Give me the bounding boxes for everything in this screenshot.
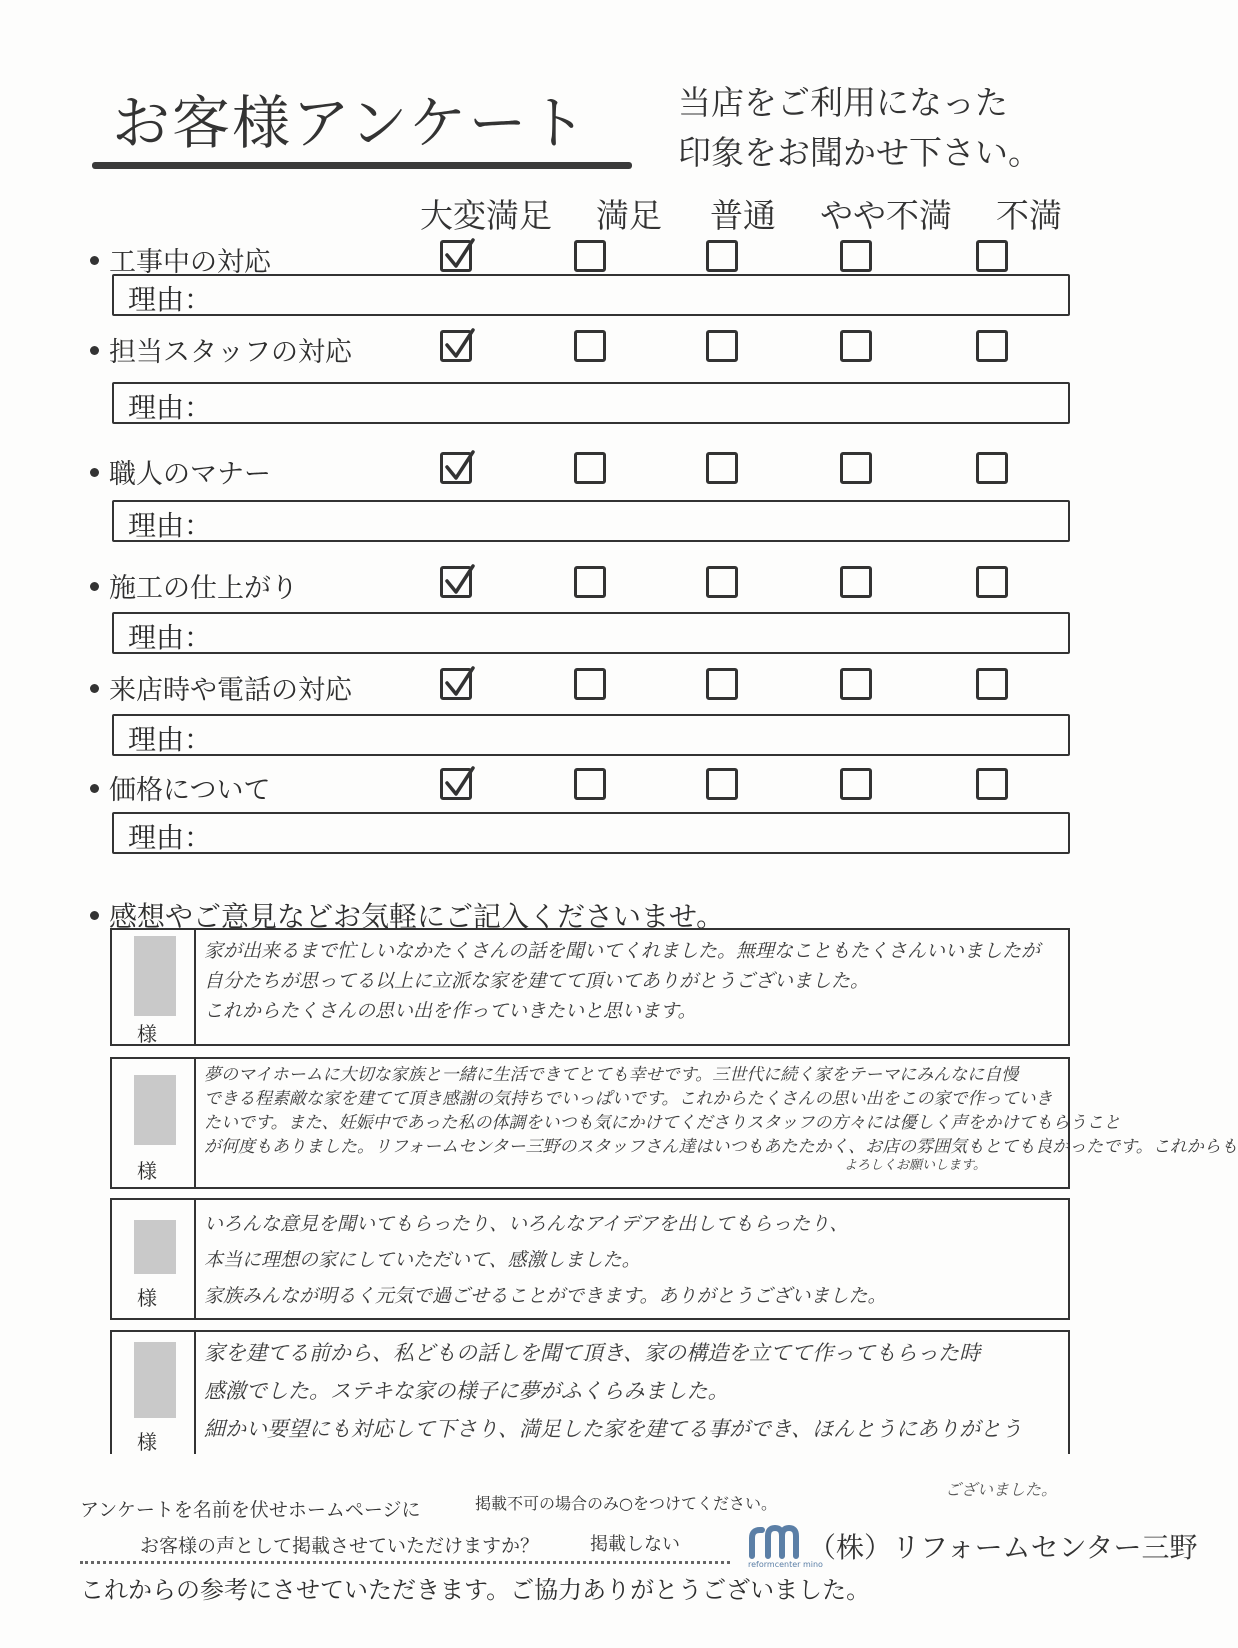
comment-trailing-text: ございました。	[945, 1480, 1058, 1499]
checkmark-icon	[443, 565, 475, 599]
rating-checkbox[interactable]	[706, 240, 738, 272]
rating-checkbox-checked[interactable]	[440, 330, 472, 362]
rating-checkbox-checked[interactable]	[440, 566, 472, 598]
permission-note: 掲載不可の場合のみ○をつけてください。	[475, 1494, 777, 1513]
bullet-icon	[90, 346, 99, 355]
rating-checkbox[interactable]	[574, 668, 606, 700]
reason-label: 理由：	[128, 621, 213, 654]
rating-label-dissatisfied: 不満	[996, 196, 1062, 235]
redacted-name	[134, 1220, 176, 1274]
rating-checkbox[interactable]	[706, 768, 738, 800]
rating-checkbox-checked[interactable]	[440, 668, 472, 700]
question-label: 担当スタッフの対応	[90, 330, 352, 369]
checkmark-icon	[443, 239, 475, 273]
bullet-icon	[90, 256, 99, 265]
comment-box-2	[110, 1057, 1238, 1189]
not-publish-option[interactable]: 掲載しない	[590, 1534, 680, 1555]
rating-checkbox-checked[interactable]	[440, 768, 472, 800]
logo-subtext: reformcenter mino	[748, 1560, 823, 1569]
customer-name-cell	[112, 930, 196, 1044]
customer-name-cell	[112, 1059, 196, 1187]
survey-subtitle: 当店をご利用になった 印象をお聞かせ下さい。	[678, 83, 1041, 172]
company-name: （株）リフォームセンター三野	[808, 1531, 1198, 1564]
customer-name-cell	[112, 1332, 196, 1454]
question-label: 施工の仕上がり	[90, 566, 298, 605]
rating-checkbox[interactable]	[574, 452, 606, 484]
survey-title: お客様アンケート	[112, 89, 589, 157]
rating-checkbox[interactable]	[706, 452, 738, 484]
comment-text: 家を建てる前から、私どもの話しを聞て頂き、家の構造を立てて作ってもらった時 感激でした。ステキな家の様子に夢がふくらみました。 細かい要望にも対応して下さり、満足した家を建てる事ができ、ほんとうにありがとう	[204, 1341, 1023, 1441]
rating-checkbox[interactable]	[976, 330, 1008, 362]
rating-checkbox[interactable]	[574, 330, 606, 362]
sama-label: 様	[137, 1022, 157, 1046]
rating-label-somewhat-dissatisfied: やや不満	[820, 196, 952, 235]
rating-checkbox[interactable]	[706, 566, 738, 598]
reason-label: 理由：	[128, 391, 213, 424]
company-logo-icon	[748, 1524, 800, 1558]
comment-text: いろんな意見を聞いてもらったり、いろんなアイデアを出してもらったり、 本当に理想の家にしていただいて、感激しました。 家族みんなが明るく元気で過ごせることができます。ありがとうございました。	[204, 1213, 887, 1307]
customer-name-cell	[112, 1200, 196, 1318]
rating-checkbox[interactable]	[706, 668, 738, 700]
sama-label: 様	[137, 1430, 157, 1454]
title-underline	[92, 162, 632, 169]
comment-box-4	[110, 1330, 1070, 1454]
reason-field[interactable]	[112, 812, 1070, 854]
permission-question: アンケートを名前を伏せホームページに お客様の声として掲載させていただけますか？	[80, 1499, 540, 1557]
comment-box-1	[110, 928, 1070, 1046]
sama-label: 様	[137, 1286, 157, 1310]
rating-checkbox[interactable]	[840, 768, 872, 800]
rating-label-neutral: 普通	[710, 196, 776, 235]
bullet-icon	[90, 684, 99, 693]
redacted-name	[134, 1075, 176, 1145]
rating-checkbox[interactable]	[574, 768, 606, 800]
checkmark-icon	[443, 767, 475, 801]
reason-label: 理由：	[128, 723, 213, 756]
rating-checkbox[interactable]	[840, 240, 872, 272]
bullet-icon	[90, 468, 99, 477]
question-label: 職人のマナー	[90, 452, 271, 491]
sama-label: 様	[137, 1159, 157, 1183]
rating-checkbox[interactable]	[706, 330, 738, 362]
bullet-icon	[90, 911, 99, 920]
rating-checkbox[interactable]	[840, 452, 872, 484]
redacted-name	[134, 936, 176, 1016]
bullet-icon	[90, 582, 99, 591]
reason-field[interactable]	[112, 714, 1070, 756]
comments-heading: 感想やご意見などお気軽にご記入くださいませ。	[90, 895, 724, 935]
checkmark-icon	[443, 667, 475, 701]
reason-label: 理由：	[128, 283, 213, 316]
bullet-icon	[90, 784, 99, 793]
dotted-divider	[80, 1561, 730, 1564]
rating-checkbox[interactable]	[976, 768, 1008, 800]
thanks-message: これからの参考にさせていただきます。ご協力ありがとうございました。	[80, 1576, 871, 1604]
question-label: 来店時や電話の対応	[90, 668, 352, 707]
rating-checkbox[interactable]	[976, 668, 1008, 700]
redacted-name	[134, 1342, 176, 1418]
rating-checkbox-checked[interactable]	[440, 452, 472, 484]
reason-label: 理由：	[128, 821, 213, 854]
rating-checkbox[interactable]	[574, 240, 606, 272]
rating-checkbox[interactable]	[976, 452, 1008, 484]
rating-checkbox[interactable]	[840, 566, 872, 598]
comment-text: 家が出来るまで忙しいなかたくさんの話を聞いてくれました。無理なこともたくさんいいましたが 自分たちが思ってる以上に立派な家を建てて頂いてありがとうございました。 これからたくさんの思い出を作っていきたいと思います。	[204, 940, 1041, 1022]
rating-label-very-satisfied: 大変満足	[420, 196, 552, 235]
checkmark-icon	[443, 329, 475, 363]
rating-checkbox[interactable]	[976, 566, 1008, 598]
rating-checkbox[interactable]	[574, 566, 606, 598]
checkmark-icon	[443, 451, 475, 485]
rating-checkbox-checked[interactable]	[440, 240, 472, 272]
question-label: 工事中の対応	[90, 240, 271, 279]
rating-checkbox[interactable]	[840, 330, 872, 362]
reason-label: 理由：	[128, 509, 213, 542]
comment-text: 夢のマイホームに大切な家族と一緒に生活できてとても幸せです。三世代に続く家をテーマにみんなに自慢 できる程素敵な家を建てて頂き感謝の気持ちでいっぱいです。これからたくさんの思い出をこの家で作っていき たいです。また、妊娠中であった私の体調をいつも気にかけてくださりスタッフの方々には優しく声をかけてもらうこと が何度もありました。リフォームセンター三野のスタッフさん達はいつもあたたかく、お店の雰囲気もとても良かったです。これからも よろしくお願いします。	[204, 1065, 1238, 1173]
reason-field[interactable]	[112, 500, 1070, 542]
reason-field[interactable]	[112, 612, 1070, 654]
reason-field[interactable]	[112, 382, 1070, 424]
question-label: 価格について	[90, 768, 270, 807]
comment-box-3	[110, 1198, 1070, 1320]
rating-checkbox[interactable]	[976, 240, 1008, 272]
rating-checkbox[interactable]	[840, 668, 872, 700]
reason-field[interactable]	[112, 274, 1070, 316]
rating-label-satisfied: 満足	[596, 196, 662, 235]
